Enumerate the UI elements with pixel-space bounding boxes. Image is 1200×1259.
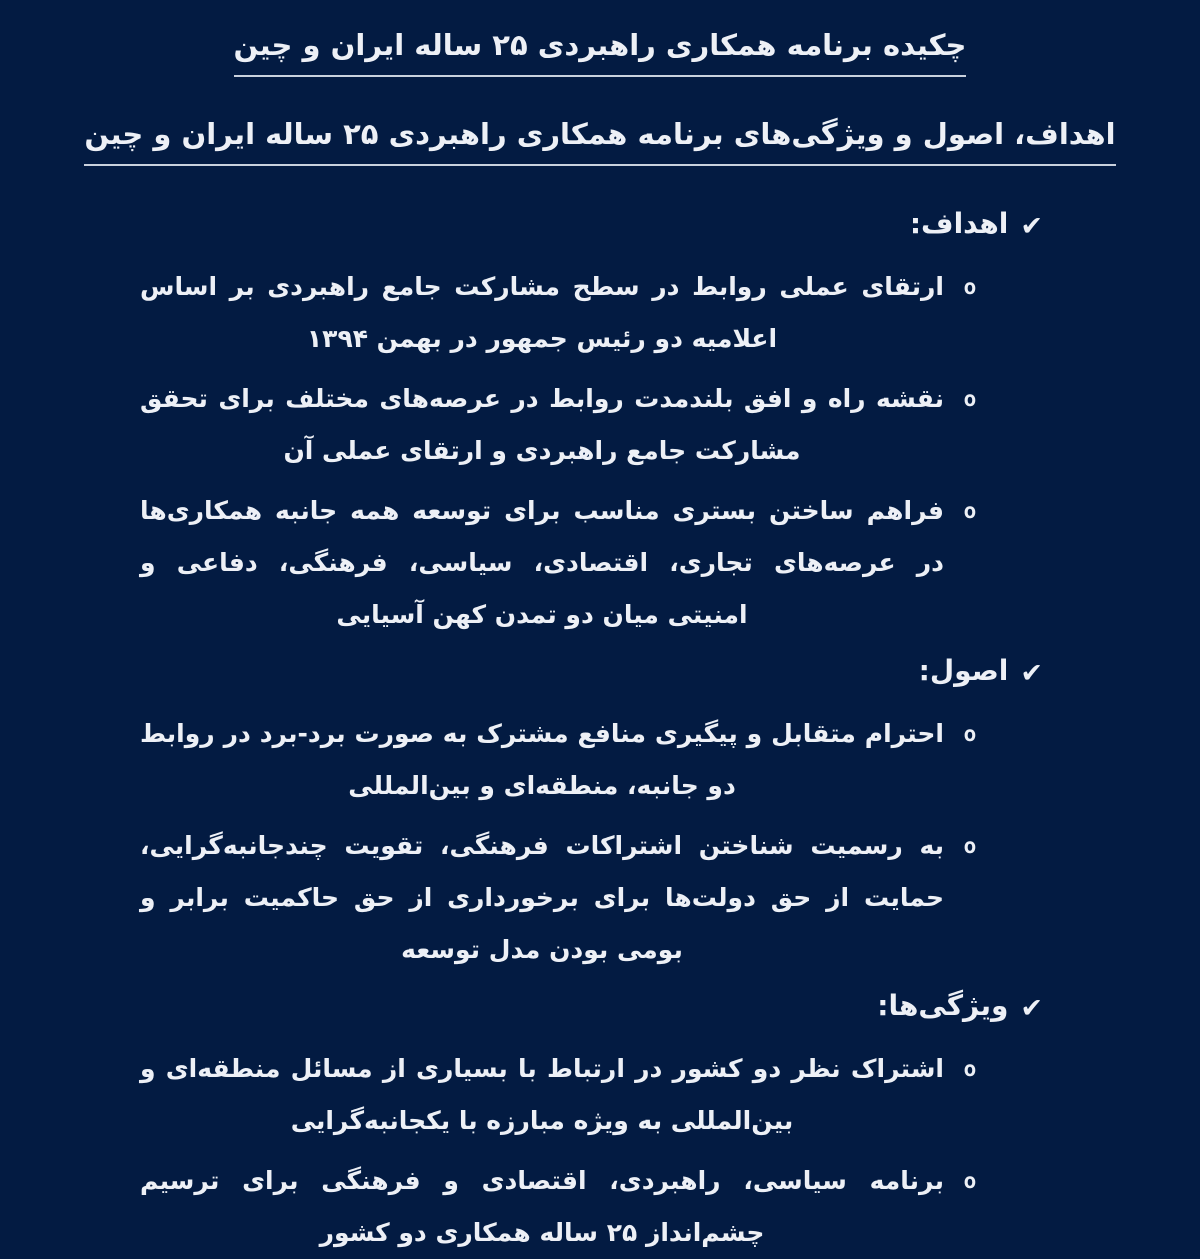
section-heading-label: اهداف: bbox=[909, 207, 1009, 241]
bullet-text: برنامه سیاسی، راهبردی، اقتصادی و فرهنگی برای ترسیم چشم‌انداز ۲۵ ساله همکاری دو کشور bbox=[140, 1166, 944, 1248]
list-item bbox=[0, 1155, 1200, 1259]
section-principles-heading bbox=[0, 649, 1200, 694]
bullet-text: ارتقای عملی روابط در سطح مشارکت جامع راهبردی بر اساس اعلامیه دو رئیس جمهور در بهمن ۱۳۹۴ bbox=[140, 272, 944, 354]
list-item bbox=[0, 261, 1200, 365]
bullet-text: به رسمیت شناختن اشتراکات فرهنگی، تقویت چندجانبه‌گرایی، حمایت از حق دولت‌ها برای برخورداری از حق حاکمیت برابر و بومی بودن مدل توسعه bbox=[140, 831, 944, 965]
section-heading-label: اصول: bbox=[918, 654, 1009, 688]
list-item bbox=[0, 485, 1200, 641]
section-heading-label: ویژگی‌ها: bbox=[877, 989, 1009, 1023]
list-item bbox=[0, 820, 1200, 976]
checkmark-icon: ✔ bbox=[1020, 993, 1043, 1025]
main-title bbox=[0, 24, 1200, 77]
circle-bullet-icon: o bbox=[963, 499, 977, 524]
main-title-text: چکیده برنامه همکاری راهبردی ۲۵ ساله ایران و چین bbox=[234, 24, 967, 77]
subtitle-text: اهداف، اصول و ویژگی‌های برنامه همکاری راهبردی ۲۵ ساله ایران و چین bbox=[84, 113, 1115, 166]
section-features-heading bbox=[0, 984, 1200, 1029]
section-features bbox=[0, 984, 1200, 1259]
bullet-text: فراهم ساختن بستری مناسب برای توسعه همه جانبه همکاری‌ها در عرصه‌های تجاری، اقتصادی، سیاسی، فرهنگی، دفاعی و امنیتی میان دو تمدن کهن آسیایی bbox=[140, 496, 944, 630]
circle-bullet-icon: o bbox=[963, 387, 977, 412]
bullet-text: اشتراک نظر دو کشور در ارتباط با بسیاری از مسائل منطقه‌ای و بین‌المللی به ویژه مبارزه با یکجانبه‌گرایی bbox=[140, 1054, 944, 1136]
circle-bullet-icon: o bbox=[963, 834, 977, 859]
circle-bullet-icon: o bbox=[963, 1057, 977, 1082]
circle-bullet-icon: o bbox=[963, 275, 977, 300]
checkmark-icon: ✔ bbox=[1020, 658, 1043, 690]
circle-bullet-icon: o bbox=[963, 722, 977, 747]
list-item bbox=[0, 1043, 1200, 1147]
subtitle bbox=[0, 113, 1200, 166]
circle-bullet-icon: o bbox=[963, 1169, 977, 1194]
checkmark-icon: ✔ bbox=[1020, 211, 1043, 243]
section-goals-heading bbox=[0, 202, 1200, 247]
list-item bbox=[0, 373, 1200, 477]
section-principles bbox=[0, 649, 1200, 976]
bullet-text: احترام متقابل و پیگیری منافع مشترک به صورت برد-برد در روابط دو جانبه، منطقه‌ای و بین‌المللی bbox=[140, 719, 944, 801]
list-item bbox=[0, 708, 1200, 812]
bullet-text: نقشه راه و افق بلندمدت روابط در عرصه‌های مختلف برای تحقق مشارکت جامع راهبردی و ارتقای عملی آن bbox=[140, 384, 944, 466]
section-goals bbox=[0, 202, 1200, 641]
